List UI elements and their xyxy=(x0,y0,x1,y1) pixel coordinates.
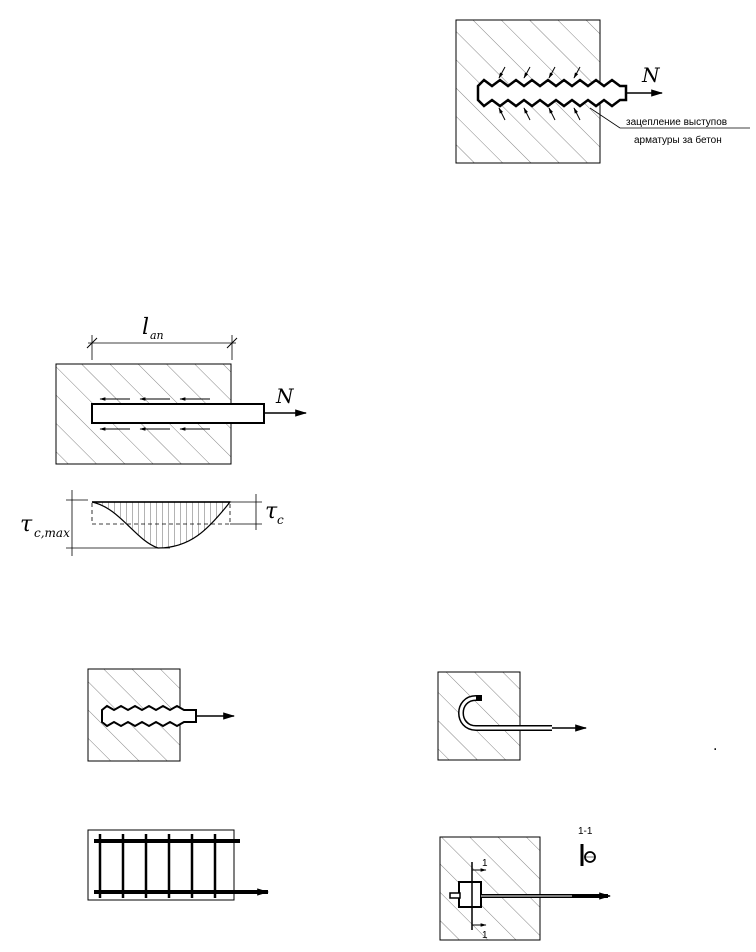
figure-hooked-bar xyxy=(438,672,586,760)
section-cut-label-top: 1 xyxy=(482,858,488,869)
figure-plain-bar-bond xyxy=(20,315,306,556)
tau-subscript: c xyxy=(277,513,284,527)
ribbed-bar xyxy=(478,80,626,106)
section-cut-label-bottom: 1 xyxy=(482,930,488,941)
concrete-block xyxy=(440,837,540,940)
anchorage-length-subscript: an xyxy=(150,329,164,342)
anchor-plate xyxy=(459,882,481,907)
plain-bar xyxy=(92,404,264,423)
bar-stub xyxy=(450,893,460,898)
tau-max-label: τ xyxy=(20,512,33,537)
section-view xyxy=(582,844,595,866)
figure-ribbed-bar-interlock xyxy=(456,20,750,163)
figure-welded-cage xyxy=(88,830,268,900)
figure-anchor-plate xyxy=(440,826,610,941)
force-label: N xyxy=(276,384,294,408)
caption-line-1: зацепление выступов xyxy=(626,117,728,128)
anchorage-length-label: l xyxy=(142,315,150,340)
figure-ribbed-bar-small xyxy=(88,669,234,761)
tau-label: τ xyxy=(265,499,278,524)
force-label: N xyxy=(642,63,660,87)
concrete-block xyxy=(438,672,520,760)
stray-dot: . xyxy=(713,738,718,754)
section-title: 1-1 xyxy=(578,826,593,837)
caption-line-2: арматуры за бетон xyxy=(634,135,722,146)
ribbed-bar xyxy=(102,706,196,726)
tau-max-subscript: c,max xyxy=(34,526,70,540)
stress-curve xyxy=(92,502,230,548)
